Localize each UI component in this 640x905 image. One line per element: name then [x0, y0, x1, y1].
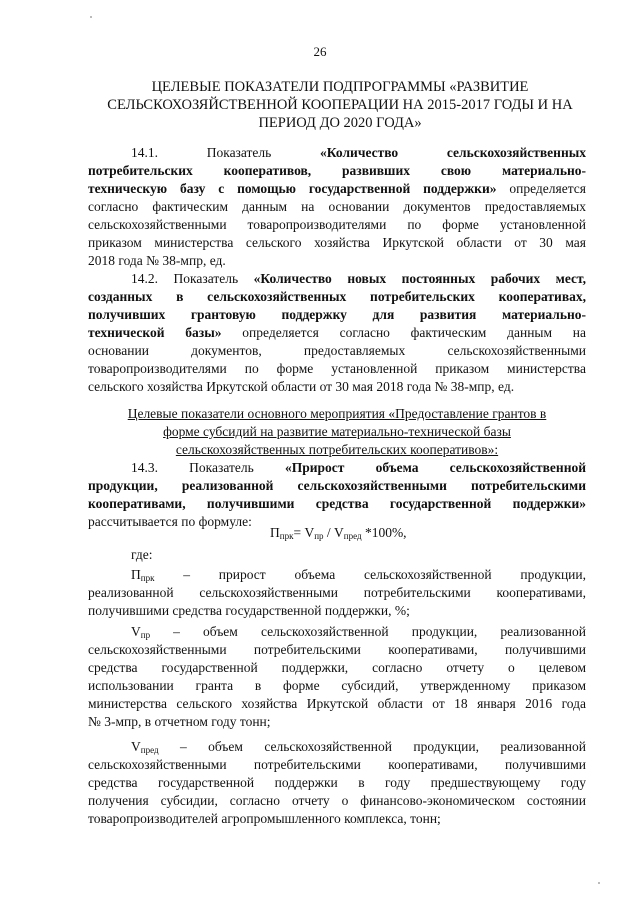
indicator-name: «Количество новых постоянных рабочих мест,	[253, 271, 587, 286]
definition-line: средства государственной поддержки в году предшествующему году	[88, 775, 586, 790]
definition-line: получившими средства государственной поддержки, %;	[88, 603, 410, 618]
definition-symbol: $П_{прк}$	[131, 567, 155, 583]
paragraph-14-2-line: получивших грантовую поддержку для развития материально-	[88, 307, 586, 322]
paragraph-14-2-line	[88, 324, 586, 342]
definition-line: использовании гранта в форме субсидий, утвержденному приказом	[88, 678, 586, 693]
paragraph-14-1-line: приказом министерства сельского хозяйства Иркутской области от 30 мая	[88, 235, 586, 250]
definition-line	[131, 738, 586, 756]
definition-symbol: $V_{пред}$	[131, 739, 159, 755]
indicator-name: «Прирост объема сельскохозяйственной	[284, 460, 587, 475]
paragraph-14-3-line: кооперативами, получившими средства государственной поддержки»	[88, 496, 586, 511]
section-heading-line: сельскохозяйственных потребительских кооперативов»:	[175, 442, 499, 457]
paragraph-14-1-line: 2018 года № 38-мпр, ед.	[88, 253, 226, 268]
page-number: 26	[313, 44, 327, 59]
title-line: СЕЛЬСКОХОЗЯЙСТВЕННОЙ КООПЕРАЦИИ НА 2015-2017 ГОДЫ И НА	[107, 97, 573, 113]
indicator-number: 14.2. Показатель	[131, 271, 254, 286]
formula-subscript: пред	[343, 531, 362, 541]
definition-text: – прирост объема сельскохозяйственной продукции,	[154, 567, 586, 582]
indicator-name: «Количество сельскохозяйственных	[320, 145, 587, 160]
paragraph-text: определяется	[496, 181, 586, 196]
formula	[270, 524, 407, 545]
paragraph-14-2-line	[131, 270, 586, 288]
formula-symbol: *100%,	[361, 525, 407, 540]
indicator-number: 14.3. Показатель	[131, 460, 254, 475]
definition-symbol: $V_{пр}$	[131, 624, 151, 640]
definition-line: получения субсидии, согласно отчету о финансово-экономическом состоянии	[88, 793, 586, 808]
formula-symbol: = V	[293, 525, 315, 540]
paragraph-text: определяется согласно фактическим данным на	[221, 325, 586, 340]
paragraph-14-2-line: основании документов, предоставляемых сельскохозяйственными	[88, 343, 586, 358]
section-heading-line: Целевые показатели основного мероприятия «Предоставление грантов в	[127, 406, 547, 421]
scan-speck	[90, 16, 92, 18]
paragraph-14-1-line: потребительских кооперативов, развивших свою материально-	[88, 163, 586, 178]
paragraph-14-1-line	[131, 144, 586, 162]
indicator-name: технической базы»	[88, 325, 222, 340]
indicator-name: техническую базу с помощью государственной поддержки»	[88, 181, 497, 196]
paragraph-14-2-line: созданных в сельскохозяйственных потребительских кооперативах,	[88, 289, 586, 304]
formula-subscript: прк	[279, 531, 294, 541]
paragraph-14-2-line: сельского хозяйства Иркутской области от 30 мая 2018 года № 38-мпр, ед.	[88, 379, 515, 394]
scan-speck	[598, 882, 600, 884]
paragraph-14-1-line	[88, 180, 586, 198]
paragraph-14-3-line: рассчитывается по формуле:	[88, 514, 252, 529]
paragraph-14-3-line: продукции, реализованной сельскохозяйственными потребительскими	[88, 478, 586, 493]
definition-line: сельскохозяйственными потребительскими кооперативами, получившими	[88, 642, 586, 657]
definition-line: средства государственной поддержки, согласно отчету о целевом	[88, 660, 586, 675]
definition-line: реализованной сельскохозяйственными потребительскими кооперативами,	[88, 585, 586, 600]
page-title	[80, 78, 600, 132]
formula-symbol: / V	[323, 525, 344, 540]
paragraph-14-1-line: согласно фактическим данным на основании документов предоставляемых	[88, 199, 586, 214]
paragraph-14-3-line	[131, 459, 586, 477]
definition-text: – объем сельскохозяйственной продукции, реализованной	[150, 624, 586, 639]
definition-line: сельскохозяйственными потребительскими кооперативами, получившими	[88, 757, 586, 772]
formula-symbol: П	[270, 525, 280, 540]
paragraph-14-1-line: сельскохозяйственными товаропроизводителями по форме установленной	[88, 217, 586, 232]
definition-line	[131, 566, 586, 584]
where-label: где:	[131, 547, 153, 562]
definition-line: министерства сельского хозяйства Иркутской области от 18 января 2016 года	[88, 696, 586, 711]
definition-text: – объем сельскохозяйственной продукции, реализованной	[158, 739, 586, 754]
definition-line	[131, 623, 586, 641]
definition-line: товаропроизводителей агропромышленного комплекса, тонн;	[88, 811, 441, 826]
section-heading-line: форме субсидий на развитие материально-технической базы	[163, 424, 511, 439]
indicator-number: 14.1. Показатель	[131, 145, 272, 160]
title-line: ПЕРИОД ДО 2020 ГОДА»	[258, 115, 422, 131]
paragraph-14-2-line: товаропроизводителями по форме установленной приказом министерства	[88, 361, 586, 376]
formula-subscript: пр	[314, 531, 324, 541]
title-line: ЦЕЛЕВЫЕ ПОКАЗАТЕЛИ ПОДПРОГРАММЫ «РАЗВИТИЕ	[151, 79, 529, 95]
definition-line: № 3-мпр, в отчетном году тонн;	[88, 714, 271, 729]
